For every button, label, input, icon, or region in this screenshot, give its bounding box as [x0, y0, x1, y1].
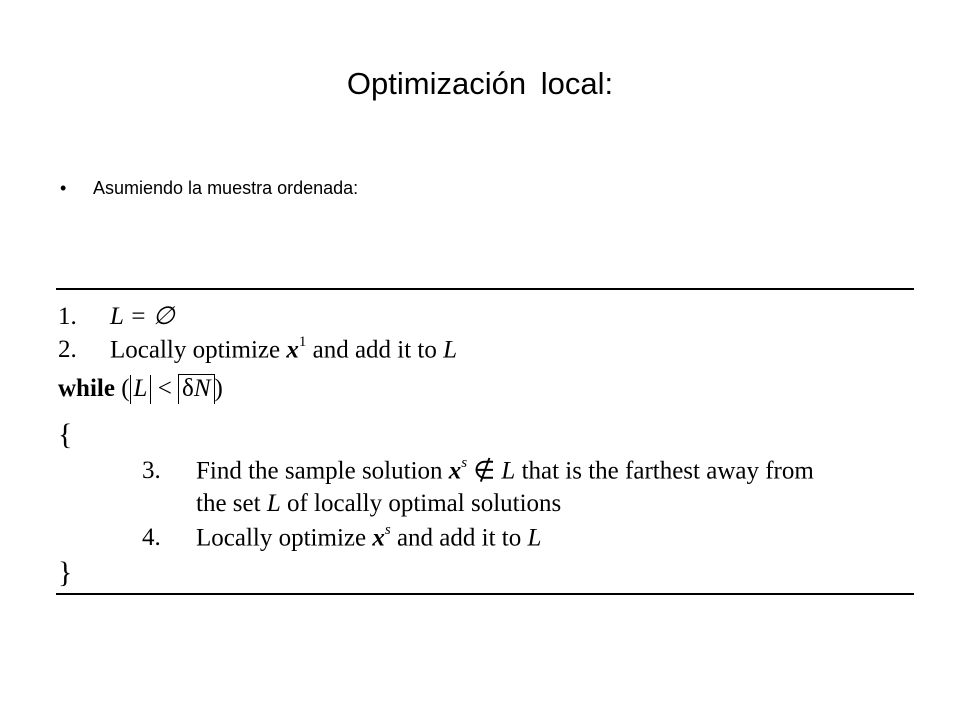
algorithm-step-3	[142, 455, 814, 485]
open-brace: {	[58, 418, 73, 451]
algorithm-box	[56, 288, 914, 595]
superscript: s	[461, 455, 468, 471]
step-2-text-post: and add it to	[312, 336, 437, 364]
bullet-marker: •	[60, 178, 67, 198]
algorithm-step-1	[58, 304, 175, 329]
close-brace: }	[58, 556, 73, 589]
step-2-text: Locally optimize	[110, 336, 281, 364]
symbol-N: N	[193, 375, 211, 402]
step-4-text: Locally optimize	[196, 524, 367, 552]
step-number: 4.	[142, 524, 161, 552]
set-L: L	[266, 490, 281, 517]
paren-close: )	[214, 375, 223, 402]
vector-x: x	[286, 336, 299, 364]
step-3-line2-post: of locally optimal solutions	[286, 490, 562, 517]
cardinality-L: L	[130, 375, 152, 404]
while-condition	[58, 374, 223, 404]
set-L: L	[501, 457, 516, 485]
step-1-text: L = ∅	[110, 303, 175, 330]
vector-x: x	[448, 457, 462, 485]
delta-symbol: δ	[182, 375, 194, 402]
step-4-text-post: and add it to	[396, 524, 522, 552]
not-in-symbol: ∉	[473, 457, 496, 485]
while-keyword: while	[58, 375, 115, 402]
vector-x: x	[372, 524, 385, 552]
step-number: 3.	[142, 457, 161, 485]
step-number: 2.	[58, 336, 77, 364]
set-L: L	[443, 336, 458, 364]
ceiling-expression	[178, 374, 214, 404]
algorithm-step-2	[58, 334, 458, 364]
set-L: L	[527, 524, 542, 552]
step-number: 1.	[58, 303, 77, 330]
bullet-text: Asumiendo la muestra ordenada:	[93, 178, 359, 198]
paren-open: (	[121, 375, 130, 402]
step-3-line2-pre: the set	[196, 490, 261, 517]
less-than: <	[157, 375, 172, 402]
slide-title: Optimización local:	[346, 66, 614, 101]
step-3-text: Find the sample solution	[196, 457, 443, 485]
superscript: 1	[298, 334, 307, 350]
algorithm-step-3-continued	[196, 491, 561, 516]
superscript: s	[384, 522, 391, 538]
step-3-text-post: that is the farthest away from	[521, 457, 814, 485]
algorithm-step-4	[142, 522, 542, 552]
bullet-item	[60, 178, 358, 199]
